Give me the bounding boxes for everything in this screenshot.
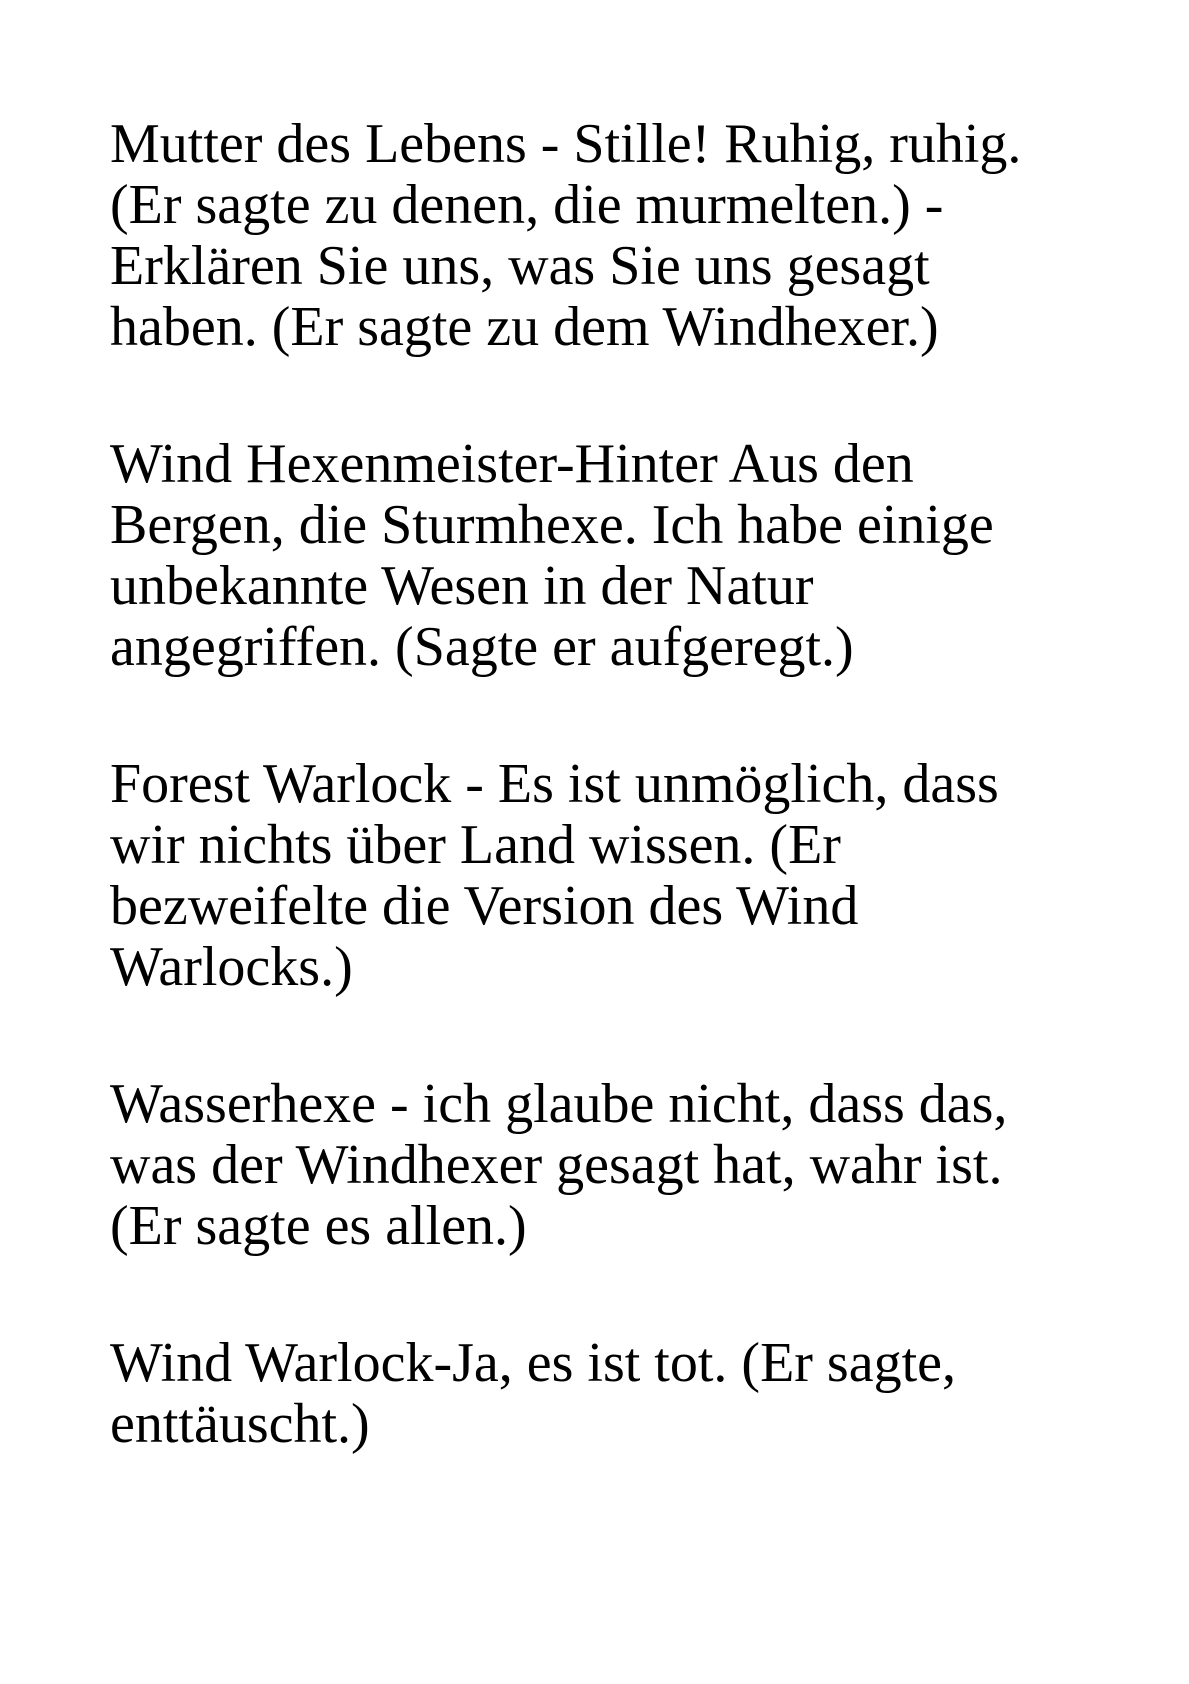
paragraph-wind-hexenmeister [110, 434, 1110, 678]
text-line: (Er sagte es allen.) [110, 1195, 527, 1257]
text-line: Wind Warlock-Ja, es ist tot. (Er sagte, [110, 1332, 956, 1394]
paragraph-mutter-des-lebens [110, 114, 1110, 358]
text-line: Erklären Sie uns, was Sie uns gesagt [110, 235, 930, 297]
text-line: Mutter des Lebens - Stille! Ruhig, ruhig. [110, 113, 1022, 175]
text-line: Wasserhexe - ich glaube nicht, dass das, [110, 1073, 1008, 1135]
text-block [110, 114, 1110, 1531]
text-line: Bergen, die Sturmhexe. Ich habe einige [110, 494, 994, 556]
text-line: bezweifelte die Version des Wind [110, 875, 859, 937]
paragraph-forest-warlock [110, 754, 1110, 998]
text-line: haben. (Er sagte zu dem Windhexer.) [110, 296, 939, 358]
text-line: Wind Hexenmeister-Hinter Aus den [110, 433, 914, 495]
paragraph-wasserhexe [110, 1074, 1110, 1257]
text-line: enttäuscht.) [110, 1393, 370, 1455]
paragraph-wind-warlock [110, 1333, 1110, 1455]
text-line: unbekannte Wesen in der Natur [110, 555, 814, 617]
text-line: was der Windhexer gesagt hat, wahr ist. [110, 1134, 1003, 1196]
text-line: Forest Warlock - Es ist unmöglich, dass [110, 753, 999, 815]
text-line: wir nichts über Land wissen. (Er [110, 814, 841, 876]
text-line: Warlocks.) [110, 936, 353, 998]
text-line: (Er sagte zu denen, die murmelten.) - [110, 174, 944, 236]
text-line: angegriffen. (Sagte er aufgeregt.) [110, 616, 854, 678]
